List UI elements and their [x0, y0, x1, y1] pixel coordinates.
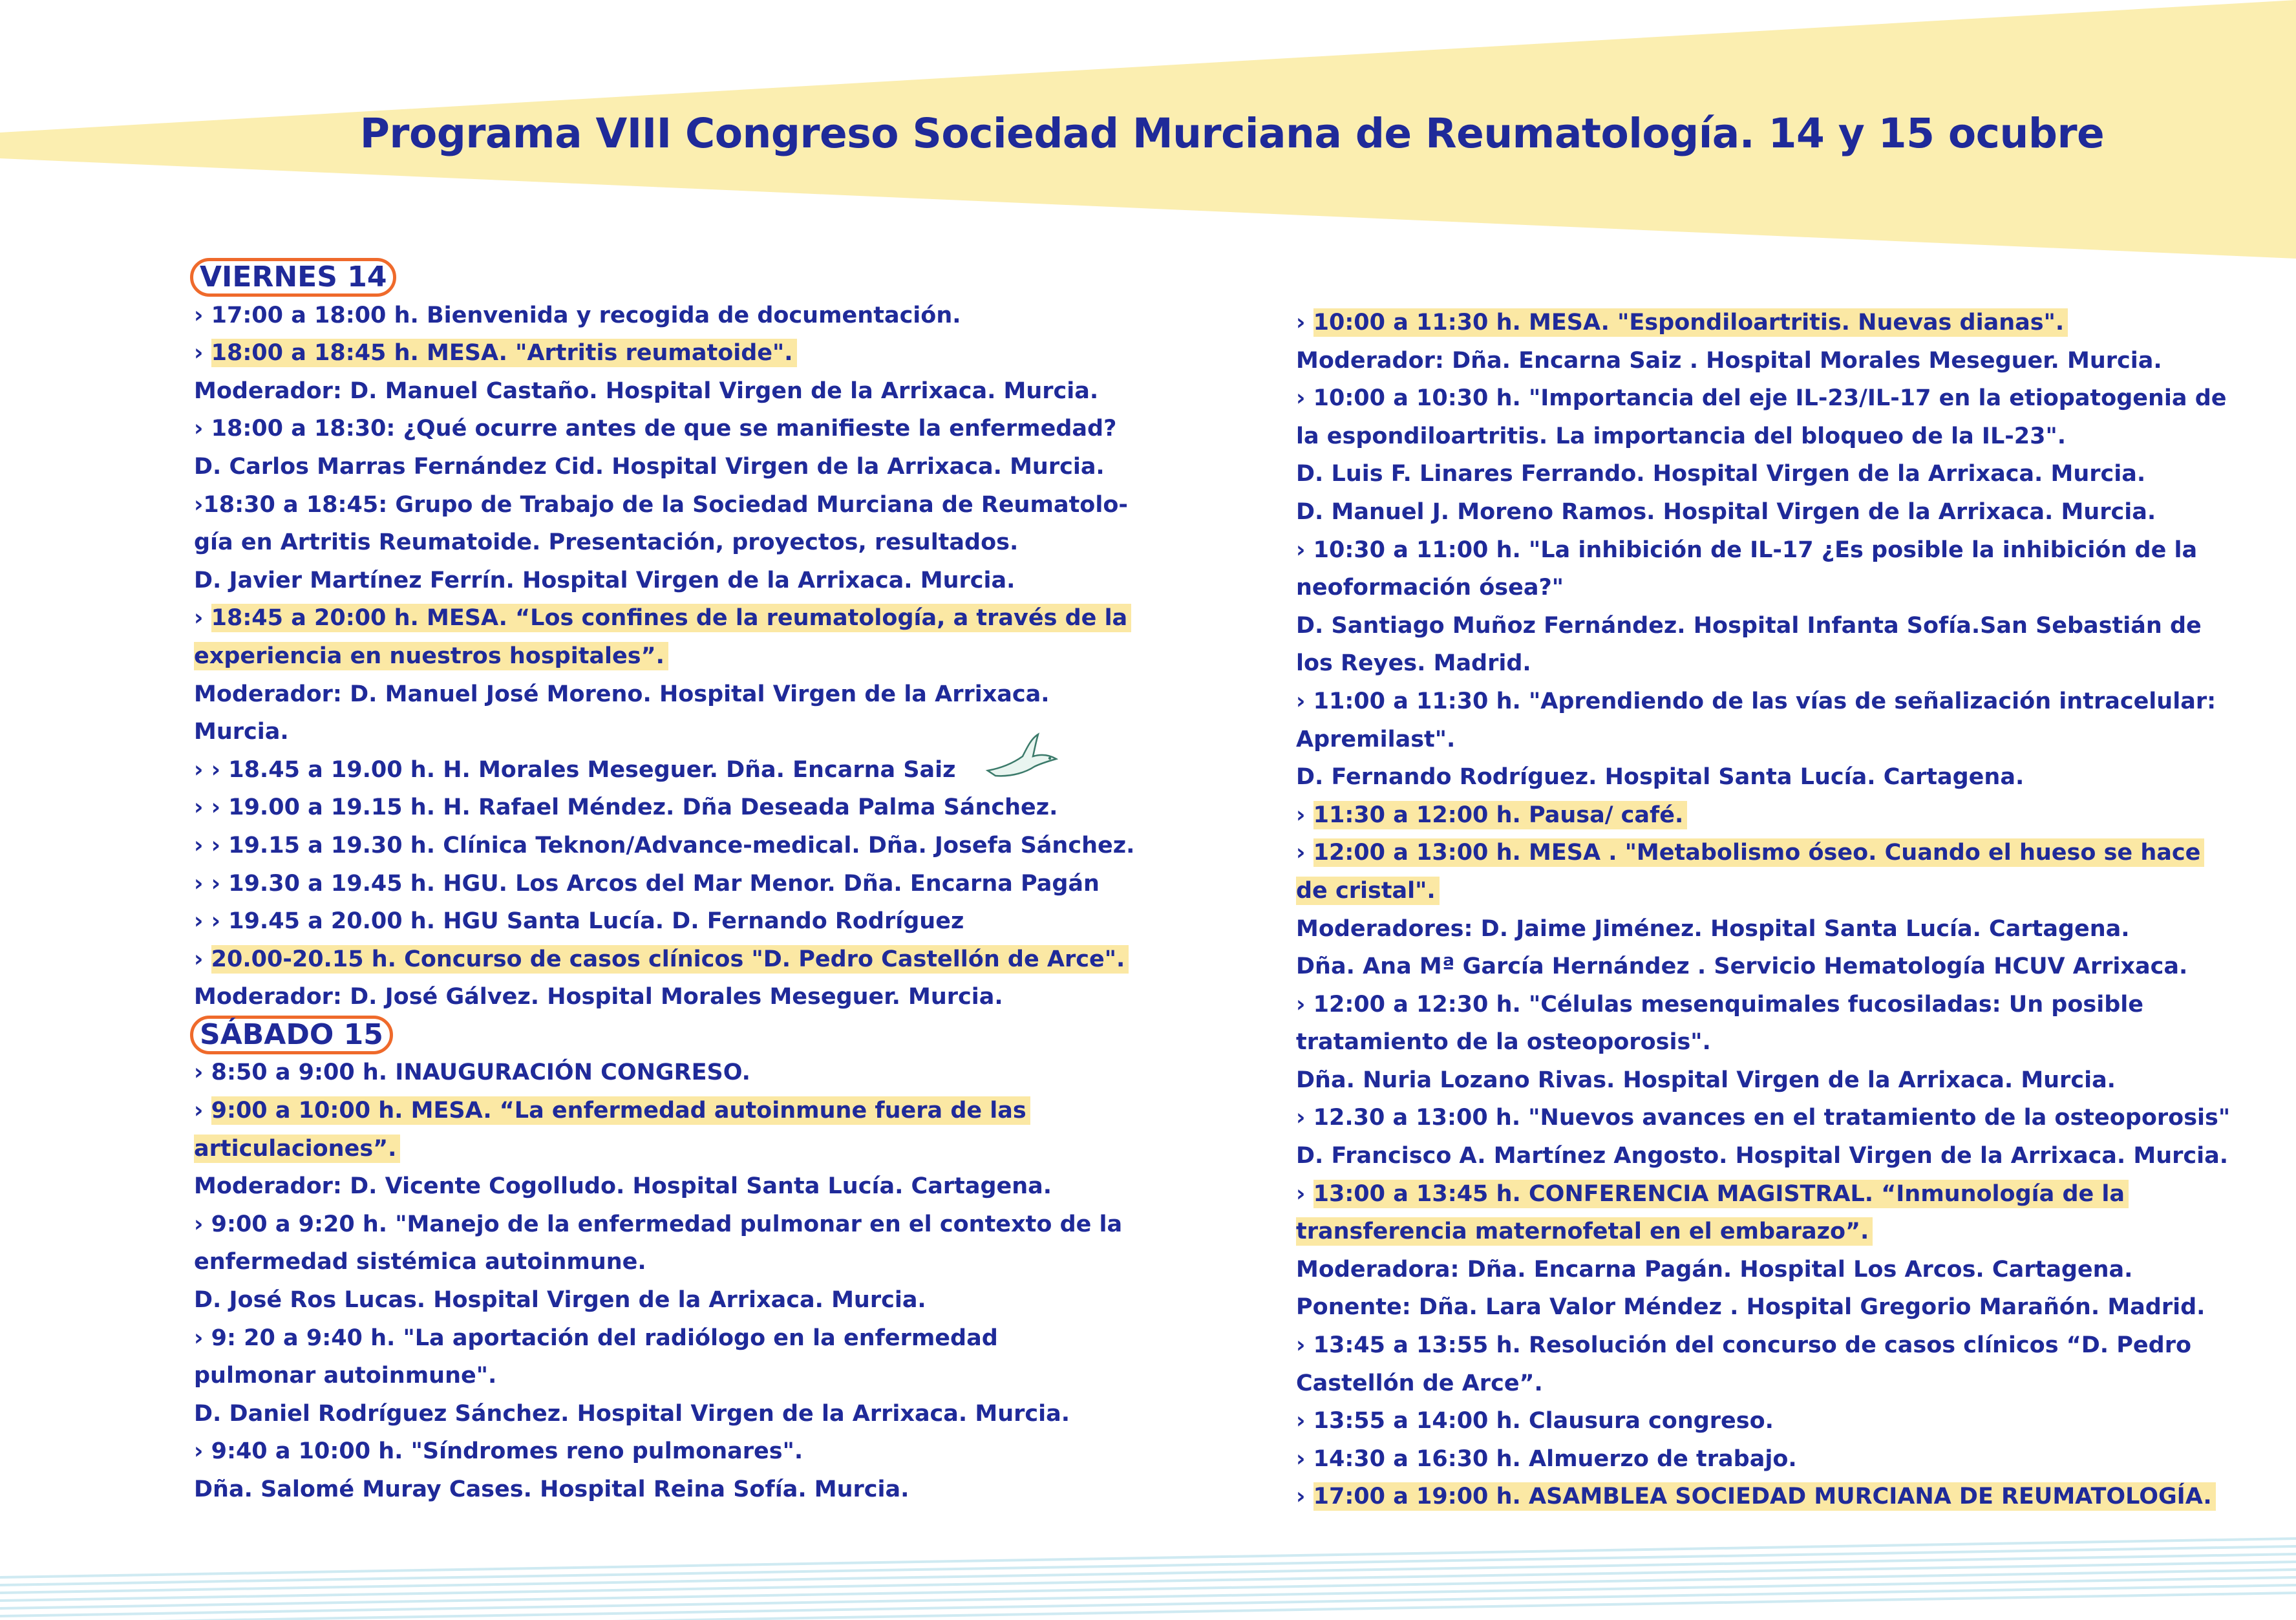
line-text: 12:00 a 13:00 h. MESA . "Metabolismo óseo. Cuando el hueso se hace — [1313, 838, 2205, 867]
schedule-line — [194, 827, 1135, 865]
line-text: Apremilast". — [1296, 726, 1456, 752]
schedule-line — [194, 902, 1041, 941]
schedule-line — [1296, 948, 2188, 986]
line-text: › 13:55 a 14:00 h. Clausura congreso. — [1296, 1408, 1774, 1434]
line-text: tratamiento de la osteoporosis". — [1296, 1029, 1711, 1056]
line-text: D. Manuel J. Moreno Ramos. Hospital Virgen de la Arrixaca. Murcia. — [1296, 498, 2156, 525]
line-text: 20.00-20.15 h. Concurso de casos clínicos "D. Pedro Castellón de Arce". — [211, 945, 1129, 974]
line-text: articulaciones”. — [194, 1135, 400, 1163]
line-text: la espondiloartritis. La importancia del bloqueo de la IL-23". — [1296, 423, 2067, 449]
schedule-line — [194, 713, 1041, 751]
schedule-line — [1296, 569, 2156, 607]
schedule-line — [194, 751, 1041, 789]
schedule-line — [1296, 1251, 2156, 1289]
line-text: Moderadora: Dña. Encarna Pagán. Hospital Los Arcos. Cartagena. — [1296, 1256, 2133, 1283]
schedule-line — [194, 1357, 1041, 1395]
schedule-line — [1296, 607, 2202, 645]
page-title: Programa VIII Congreso Sociedad Murciana de Reumatología. 14 y 15 ocubre — [359, 110, 2105, 157]
day-heading: VIERNES 14 — [190, 258, 396, 297]
day-heading-row — [194, 259, 1041, 297]
line-prefix: › — [1296, 1484, 1313, 1510]
highlighted-session-line — [1296, 1213, 2156, 1251]
schedule-line — [194, 1281, 1041, 1319]
highlighted-session-line — [1296, 872, 2156, 910]
line-text: transferencia maternofetal en el embarazo”. — [1296, 1217, 1873, 1246]
highlighted-session-line — [194, 1092, 1041, 1130]
line-text: › 17:00 a 18:00 h. Bienvenida y recogida de documentación. — [194, 302, 961, 328]
schedule-line — [194, 789, 1058, 827]
line-text: pulmonar autoinmune". — [194, 1363, 497, 1389]
line-text: 17:00 a 19:00 h. ASAMBLEA SOCIEDAD MURCIANA DE REUMATOLOGÍA. — [1313, 1482, 2216, 1511]
schedule-line — [194, 448, 1105, 486]
line-text: de cristal". — [1296, 877, 1440, 905]
schedule-line — [1296, 683, 2216, 721]
highlighted-session-line — [194, 334, 1041, 372]
highlighted-session-line — [1296, 304, 2156, 342]
line-text: Dña. Salomé Muray Cases. Hospital Reina Sofía. Murcia. — [194, 1476, 909, 1502]
line-text: Dña. Nuria Lozano Rivas. Hospital Virgen de la Arrixaca. Murcia. — [1296, 1067, 2116, 1093]
schedule-line — [1296, 721, 2156, 759]
line-text: › 9: 20 a 9:40 h. "La aportación del radiólogo en la enfermedad — [194, 1325, 998, 1351]
schedule-line — [194, 1471, 1041, 1509]
schedule-line — [1296, 758, 2156, 796]
schedule-line — [194, 562, 1041, 600]
highlighted-session-line — [1296, 1175, 2156, 1213]
schedule-line — [194, 1243, 1041, 1281]
schedule-line — [194, 1319, 1041, 1358]
schedule-line — [1296, 455, 2156, 493]
line-text: gía en Artritis Reumatoide. Presentación, proyectos, resultados. — [194, 529, 1019, 556]
schedule-right-column — [1296, 304, 2231, 1516]
schedule-line — [194, 1054, 1041, 1092]
line-text: › 12.30 a 13:00 h. "Nuevos avances en el tratamiento de la osteoporosis" — [1296, 1105, 2231, 1131]
line-prefix: › — [1296, 840, 1313, 866]
line-prefix: › — [1296, 310, 1313, 336]
line-text: D. Javier Martínez Ferrín. Hospital Virgen de la Arrixaca. Murcia. — [194, 567, 1015, 593]
highlighted-session-line — [1296, 796, 2156, 835]
schedule-line — [1296, 645, 2156, 683]
line-text: Dña. Ana Mª García Hernández . Servicio Hematología HCUV Arrixaca. — [1296, 954, 2188, 980]
line-prefix: › — [194, 1098, 211, 1124]
line-text: Moderadores: D. Jaime Jiménez. Hospital Santa Lucía. Cartagena. — [1296, 915, 2130, 942]
line-text: enfermedad sistémica autoinmune. — [194, 1249, 646, 1275]
schedule-line — [1296, 1365, 2156, 1403]
line-text: › › 19.30 a 19.45 h. HGU. Los Arcos del Mar Menor. Dña. Encarna Pagán — [194, 870, 1100, 897]
line-text: › 13:45 a 13:55 h. Resolución del concurso de casos clínicos “D. Pedro — [1296, 1332, 2192, 1359]
dove-icon — [983, 730, 1060, 789]
schedule-line — [194, 372, 1099, 410]
line-text: › 10:00 a 10:30 h. "Importancia del eje IL-23/IL-17 en la etiopatogenia de — [1296, 385, 2227, 412]
line-text: › 12:00 a 12:30 h. "Células mesenquimales fucosiladas: Un posible — [1296, 991, 2144, 1018]
schedule-line — [194, 865, 1100, 903]
schedule-line — [1296, 1023, 2156, 1061]
schedule-left-column — [194, 259, 1135, 1509]
schedule-line — [1296, 418, 2156, 456]
line-text: Ponente: Dña. Lara Valor Méndez . Hospital Gregorio Marañón. Madrid. — [1296, 1294, 2206, 1321]
schedule-line — [1296, 493, 2156, 531]
schedule-line — [194, 524, 1041, 562]
highlighted-session-line — [194, 599, 1128, 637]
schedule-line — [1296, 1061, 2156, 1100]
line-text: experiencia en nuestros hospitales”. — [194, 642, 668, 670]
schedule-line — [1296, 1440, 2156, 1478]
schedule-line — [1296, 986, 2156, 1024]
schedule-line — [1296, 531, 2198, 570]
line-text: Murcia. — [194, 719, 289, 745]
line-text: › › 19.45 a 20.00 h. HGU Santa Lucía. D. Fernando Rodríguez — [194, 908, 964, 935]
line-text: Moderador: Dña. Encarna Saiz . Hospital Morales Meseguer. Murcia. — [1296, 347, 2162, 374]
line-text: › 8:50 a 9:00 h. INAUGURACIÓN CONGRESO. — [194, 1060, 750, 1086]
schedule-line — [1296, 1402, 2156, 1440]
line-text: › 10:30 a 11:00 h. "La inhibición de IL-17 ¿Es posible la inhibición de la — [1296, 537, 2198, 563]
highlighted-session-line — [194, 1130, 1041, 1168]
line-text: Moderador: D. Manuel Castaño. Hospital Virgen de la Arrixaca. Murcia. — [194, 378, 1099, 404]
line-text: D. Daniel Rodríguez Sánchez. Hospital Virgen de la Arrixaca. Murcia. — [194, 1400, 1070, 1427]
bottom-waves — [0, 1539, 2296, 1620]
line-text: D. Carlos Marras Fernández Cid. Hospital Virgen de la Arrixaca. Murcia. — [194, 453, 1105, 480]
line-text: › 9:00 a 9:20 h. "Manejo de la enfermedad pulmonar en el contexto de la — [194, 1211, 1123, 1237]
line-text: D. Santiago Muñoz Fernández. Hospital Infanta Sofía.San Sebastián de — [1296, 612, 2202, 639]
schedule-line — [194, 297, 1041, 335]
line-prefix: › — [194, 605, 211, 632]
schedule-line — [1296, 379, 2227, 418]
schedule-line — [1296, 342, 2162, 380]
line-text: › › 19.00 a 19.15 h. H. Rafael Méndez. Dña Deseada Palma Sánchez. — [194, 794, 1058, 821]
line-text: D. Luis F. Linares Ferrando. Hospital Virgen de la Arrixaca. Murcia. — [1296, 461, 2146, 487]
line-text: 18:45 a 20:00 h. MESA. “Los confines de la reumatología, a través de la — [211, 604, 1132, 632]
line-text: Moderador: D. José Gálvez. Hospital Morales Meseguer. Murcia. — [194, 984, 1003, 1010]
line-text: › › 19.15 a 19.30 h. Clínica Teknon/Advance-medical. Dña. Josefa Sánchez. — [194, 832, 1135, 858]
schedule-line — [194, 1433, 1041, 1471]
line-text: D. Fernando Rodríguez. Hospital Santa Lucía. Cartagena. — [1296, 764, 2025, 791]
line-text: Moderador: D. Vicente Cogolludo. Hospital Santa Lucía. Cartagena. — [194, 1173, 1052, 1200]
line-text: › 11:00 a 11:30 h. "Aprendiendo de las vías de señalización intracelular: — [1296, 688, 2216, 714]
line-text: › 18:00 a 18:30: ¿Qué ocurre antes de que se manifieste la enfermedad? — [194, 416, 1117, 442]
highlighted-session-line — [1296, 1478, 2212, 1516]
schedule-line — [1296, 1288, 2206, 1327]
schedule-line — [194, 1167, 1052, 1206]
line-text: › › 18.45 a 19.00 h. H. Morales Meseguer. Dña. Encarna Saiz — [194, 756, 956, 783]
line-prefix: › — [1296, 1180, 1313, 1207]
line-prefix: › — [194, 946, 211, 972]
schedule-line — [194, 1395, 1070, 1433]
line-text: 10:00 a 11:30 h. MESA. "Espondiloartritis. Nuevas dianas". — [1313, 308, 2068, 337]
highlighted-session-line — [194, 941, 1125, 979]
highlighted-session-line — [194, 637, 1041, 676]
line-text: ›18:30 a 18:45: Grupo de Trabajo de la Sociedad Murciana de Reumatolo- — [194, 491, 1128, 518]
line-prefix: › — [194, 340, 211, 367]
schedule-line — [1296, 910, 2156, 948]
schedule-line — [194, 486, 1128, 524]
line-prefix: › — [1296, 802, 1313, 828]
line-text: D. Francisco A. Martínez Angosto. Hospital Virgen de la Arrixaca. Murcia. — [1296, 1143, 2229, 1169]
line-text: Castellón de Arce”. — [1296, 1370, 1543, 1396]
line-text: › 9:40 a 10:00 h. "Síndromes reno pulmonares". — [194, 1438, 803, 1465]
line-text: 9:00 a 10:00 h. MESA. “La enfermedad autoinmune fuera de las — [211, 1096, 1030, 1125]
line-text: Moderador: D. Manuel José Moreno. Hospital Virgen de la Arrixaca. — [194, 681, 1050, 707]
highlighted-session-line — [1296, 834, 2201, 872]
line-text: D. José Ros Lucas. Hospital Virgen de la Arrixaca. Murcia. — [194, 1287, 926, 1314]
line-text: neoformación ósea?" — [1296, 575, 1564, 601]
day-heading-row — [194, 1016, 1041, 1054]
day-heading: SÁBADO 15 — [190, 1016, 393, 1054]
schedule-line — [194, 978, 1041, 1016]
schedule-line — [1296, 1137, 2229, 1175]
schedule-line — [194, 676, 1050, 714]
schedule-line — [194, 1206, 1123, 1244]
schedule-line — [1296, 1099, 2231, 1137]
line-text: 11:30 a 12:00 h. Pausa/ café. — [1313, 801, 1688, 829]
line-text: los Reyes. Madrid. — [1296, 650, 1531, 677]
line-text: › 14:30 a 16:30 h. Almuerzo de trabajo. — [1296, 1445, 1797, 1472]
schedule-line — [1296, 1327, 2192, 1365]
line-text: 18:00 a 18:45 h. MESA. "Artritis reumatoide". — [211, 339, 797, 367]
line-text: 13:00 a 13:45 h. CONFERENCIA MAGISTRAL. “Inmunología de la — [1313, 1180, 2129, 1208]
schedule-line — [194, 410, 1117, 448]
